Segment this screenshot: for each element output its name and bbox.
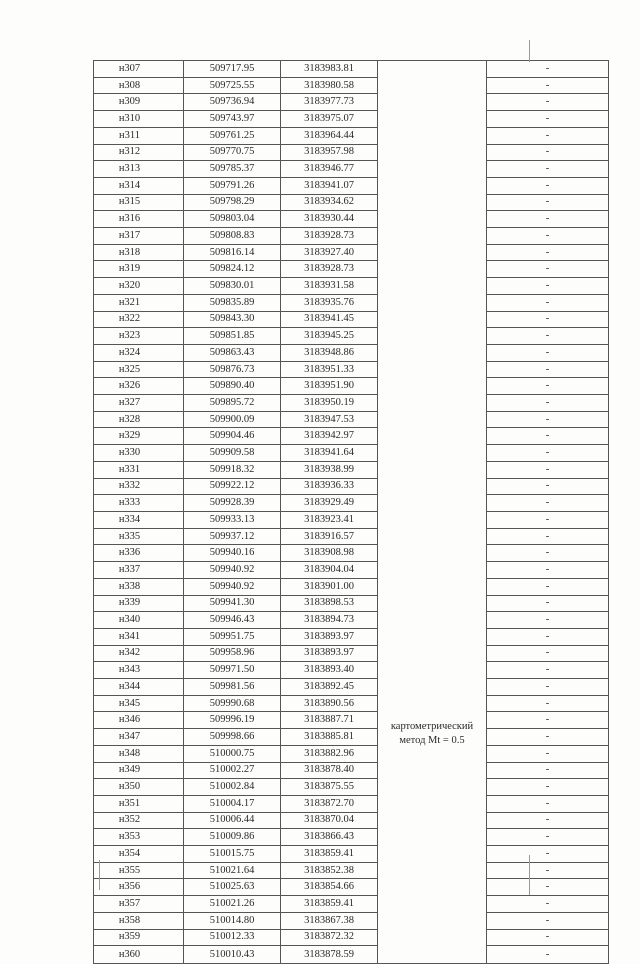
table-row: [94, 729, 609, 746]
point-id-cell: н332: [94, 478, 184, 495]
table-row: [94, 762, 609, 779]
point-id-cell: н315: [94, 194, 184, 211]
x-coordinate-cell: 509951.75: [184, 628, 281, 645]
point-id-cell: н335: [94, 528, 184, 545]
table-row: [94, 545, 609, 562]
error-cell: -: [487, 361, 609, 378]
table-row: [94, 177, 609, 194]
point-id-cell: н351: [94, 795, 184, 812]
point-id-cell: н360: [94, 946, 184, 964]
x-coordinate-cell: 509940.92: [184, 578, 281, 595]
y-coordinate-cell: 3183898.53: [281, 595, 378, 612]
point-id-cell: н344: [94, 679, 184, 696]
point-id-cell: н343: [94, 662, 184, 679]
x-coordinate-cell: 510000.75: [184, 745, 281, 762]
error-cell: -: [487, 344, 609, 361]
point-id-cell: н334: [94, 511, 184, 528]
point-id-cell: н328: [94, 411, 184, 428]
y-coordinate-cell: 3183935.76: [281, 294, 378, 311]
y-coordinate-cell: 3183931.58: [281, 278, 378, 295]
error-cell: -: [487, 177, 609, 194]
error-cell: -: [487, 595, 609, 612]
x-coordinate-cell: 509928.39: [184, 495, 281, 512]
error-cell: -: [487, 679, 609, 696]
error-cell: -: [487, 161, 609, 178]
method-cell: [378, 61, 487, 964]
table-row: [94, 912, 609, 929]
table-row: [94, 328, 609, 345]
x-coordinate-cell: 509909.58: [184, 445, 281, 462]
table-row: [94, 94, 609, 111]
y-coordinate-cell: 3183893.97: [281, 645, 378, 662]
y-coordinate-cell: 3183957.98: [281, 144, 378, 161]
x-coordinate-cell: 509933.13: [184, 511, 281, 528]
y-coordinate-cell: 3183852.38: [281, 862, 378, 879]
table-row: [94, 61, 609, 78]
error-cell: -: [487, 228, 609, 245]
y-coordinate-cell: 3183904.04: [281, 562, 378, 579]
error-cell: -: [487, 395, 609, 412]
table-row: [94, 612, 609, 629]
y-coordinate-cell: 3183947.53: [281, 411, 378, 428]
y-coordinate-cell: 3183859.41: [281, 846, 378, 863]
error-cell: -: [487, 562, 609, 579]
error-cell: -: [487, 896, 609, 913]
error-cell: -: [487, 528, 609, 545]
y-coordinate-cell: 3183923.41: [281, 511, 378, 528]
y-coordinate-cell: 3183938.99: [281, 461, 378, 478]
y-coordinate-cell: 3183875.55: [281, 779, 378, 796]
x-coordinate-cell: 509717.95: [184, 61, 281, 78]
point-id-cell: н317: [94, 228, 184, 245]
error-cell: -: [487, 478, 609, 495]
point-id-cell: н357: [94, 896, 184, 913]
table-row: [94, 244, 609, 261]
point-id-cell: н333: [94, 495, 184, 512]
point-id-cell: н326: [94, 378, 184, 395]
y-coordinate-cell: 3183854.66: [281, 879, 378, 896]
y-coordinate-cell: 3183929.49: [281, 495, 378, 512]
x-coordinate-cell: 510021.26: [184, 896, 281, 913]
x-coordinate-cell: 509863.43: [184, 344, 281, 361]
y-coordinate-cell: 3183908.98: [281, 545, 378, 562]
x-coordinate-cell: 509785.37: [184, 161, 281, 178]
point-id-cell: н323: [94, 328, 184, 345]
x-coordinate-cell: 510009.86: [184, 829, 281, 846]
x-coordinate-cell: 509798.29: [184, 194, 281, 211]
table-row: [94, 294, 609, 311]
point-id-cell: н352: [94, 812, 184, 829]
point-id-cell: н337: [94, 562, 184, 579]
scan-line: [529, 40, 530, 62]
y-coordinate-cell: 3183872.70: [281, 795, 378, 812]
x-coordinate-cell: 509922.12: [184, 478, 281, 495]
table-row: [94, 378, 609, 395]
table-row: [94, 228, 609, 245]
table-row: [94, 478, 609, 495]
error-cell: -: [487, 511, 609, 528]
table-row: [94, 578, 609, 595]
x-coordinate-cell: 509895.72: [184, 395, 281, 412]
y-coordinate-cell: 3183964.44: [281, 127, 378, 144]
x-coordinate-cell: 509843.30: [184, 311, 281, 328]
x-coordinate-cell: 509824.12: [184, 261, 281, 278]
x-coordinate-cell: 509761.25: [184, 127, 281, 144]
y-coordinate-cell: 3183928.73: [281, 228, 378, 245]
point-id-cell: н320: [94, 278, 184, 295]
x-coordinate-cell: 509904.46: [184, 428, 281, 445]
table-row: [94, 194, 609, 211]
x-coordinate-cell: 509890.40: [184, 378, 281, 395]
x-coordinate-cell: 509808.83: [184, 228, 281, 245]
table-row: [94, 745, 609, 762]
error-cell: -: [487, 912, 609, 929]
point-id-cell: н307: [94, 61, 184, 78]
point-id-cell: н321: [94, 294, 184, 311]
point-id-cell: н310: [94, 111, 184, 128]
point-id-cell: н356: [94, 879, 184, 896]
y-coordinate-cell: 3183936.33: [281, 478, 378, 495]
x-coordinate-cell: 509918.32: [184, 461, 281, 478]
table-row: [94, 946, 609, 964]
error-cell: -: [487, 294, 609, 311]
error-cell: -: [487, 929, 609, 946]
table-row: [94, 111, 609, 128]
table-row: [94, 127, 609, 144]
y-coordinate-cell: 3183975.07: [281, 111, 378, 128]
x-coordinate-cell: 509958.96: [184, 645, 281, 662]
error-cell: -: [487, 244, 609, 261]
table-row: [94, 495, 609, 512]
x-coordinate-cell: 509971.50: [184, 662, 281, 679]
x-coordinate-cell: 510012.33: [184, 929, 281, 946]
error-cell: -: [487, 144, 609, 161]
point-id-cell: н314: [94, 177, 184, 194]
error-cell: -: [487, 578, 609, 595]
x-coordinate-cell: 509940.92: [184, 562, 281, 579]
table-row: [94, 695, 609, 712]
x-coordinate-cell: 509835.89: [184, 294, 281, 311]
x-coordinate-cell: 509791.26: [184, 177, 281, 194]
table-row: [94, 812, 609, 829]
table-row: [94, 662, 609, 679]
table-row: [94, 528, 609, 545]
point-id-cell: н346: [94, 712, 184, 729]
table-row: [94, 712, 609, 729]
y-coordinate-cell: 3183878.59: [281, 946, 378, 964]
point-id-cell: н331: [94, 461, 184, 478]
error-cell: -: [487, 328, 609, 345]
point-id-cell: н322: [94, 311, 184, 328]
y-coordinate-cell: 3183977.73: [281, 94, 378, 111]
y-coordinate-cell: 3183892.45: [281, 679, 378, 696]
x-coordinate-cell: 509851.85: [184, 328, 281, 345]
table-row: [94, 929, 609, 946]
error-cell: -: [487, 612, 609, 629]
y-coordinate-cell: 3183916.57: [281, 528, 378, 545]
table-row: [94, 679, 609, 696]
error-cell: -: [487, 712, 609, 729]
table-row: [94, 511, 609, 528]
point-id-cell: н358: [94, 912, 184, 929]
error-cell: -: [487, 729, 609, 746]
x-coordinate-cell: 509743.97: [184, 111, 281, 128]
scan-line: [99, 860, 100, 890]
table-row: [94, 896, 609, 913]
point-id-cell: н349: [94, 762, 184, 779]
point-id-cell: н318: [94, 244, 184, 261]
x-coordinate-cell: 509736.94: [184, 94, 281, 111]
y-coordinate-cell: 3183980.58: [281, 77, 378, 94]
y-coordinate-cell: 3183950.19: [281, 395, 378, 412]
point-id-cell: н311: [94, 127, 184, 144]
y-coordinate-cell: 3183893.40: [281, 662, 378, 679]
point-id-cell: н316: [94, 211, 184, 228]
y-coordinate-cell: 3183941.07: [281, 177, 378, 194]
table-row: [94, 879, 609, 896]
point-id-cell: н325: [94, 361, 184, 378]
error-cell: -: [487, 829, 609, 846]
error-cell: -: [487, 461, 609, 478]
coordinates-table: [93, 60, 609, 964]
table-row: [94, 77, 609, 94]
scan-line: [529, 855, 530, 895]
x-coordinate-cell: 510004.17: [184, 795, 281, 812]
error-cell: -: [487, 946, 609, 964]
y-coordinate-cell: 3183948.86: [281, 344, 378, 361]
y-coordinate-cell: 3183870.04: [281, 812, 378, 829]
error-cell: -: [487, 111, 609, 128]
y-coordinate-cell: 3183882.96: [281, 745, 378, 762]
y-coordinate-cell: 3183872.32: [281, 929, 378, 946]
point-id-cell: н336: [94, 545, 184, 562]
error-cell: -: [487, 428, 609, 445]
table-row: [94, 829, 609, 846]
x-coordinate-cell: 509816.14: [184, 244, 281, 261]
table-row: [94, 862, 609, 879]
point-id-cell: н309: [94, 94, 184, 111]
error-cell: -: [487, 779, 609, 796]
error-cell: -: [487, 745, 609, 762]
y-coordinate-cell: 3183927.40: [281, 244, 378, 261]
table-row: [94, 395, 609, 412]
point-id-cell: н353: [94, 829, 184, 846]
x-coordinate-cell: 509803.04: [184, 211, 281, 228]
y-coordinate-cell: 3183885.81: [281, 729, 378, 746]
point-id-cell: н319: [94, 261, 184, 278]
error-cell: -: [487, 378, 609, 395]
point-id-cell: н355: [94, 862, 184, 879]
table-row: [94, 144, 609, 161]
point-id-cell: н313: [94, 161, 184, 178]
x-coordinate-cell: 509830.01: [184, 278, 281, 295]
point-id-cell: н350: [94, 779, 184, 796]
y-coordinate-cell: 3183934.62: [281, 194, 378, 211]
point-id-cell: н354: [94, 846, 184, 863]
y-coordinate-cell: 3183946.77: [281, 161, 378, 178]
error-cell: -: [487, 795, 609, 812]
error-cell: -: [487, 278, 609, 295]
error-cell: -: [487, 662, 609, 679]
table-row: [94, 562, 609, 579]
error-cell: -: [487, 445, 609, 462]
y-coordinate-cell: 3183945.25: [281, 328, 378, 345]
error-cell: -: [487, 411, 609, 428]
x-coordinate-cell: 509937.12: [184, 528, 281, 545]
y-coordinate-cell: 3183859.41: [281, 896, 378, 913]
x-coordinate-cell: 509946.43: [184, 612, 281, 629]
error-cell: -: [487, 695, 609, 712]
y-coordinate-cell: 3183901.00: [281, 578, 378, 595]
point-id-cell: н359: [94, 929, 184, 946]
y-coordinate-cell: 3183887.71: [281, 712, 378, 729]
point-id-cell: н341: [94, 628, 184, 645]
x-coordinate-cell: 509770.75: [184, 144, 281, 161]
table-row: [94, 428, 609, 445]
point-id-cell: н312: [94, 144, 184, 161]
y-coordinate-cell: 3183941.45: [281, 311, 378, 328]
method-label-line2: метод Mt = 0.5: [399, 734, 465, 746]
point-id-cell: н324: [94, 344, 184, 361]
table-row: [94, 645, 609, 662]
error-cell: -: [487, 211, 609, 228]
error-cell: -: [487, 846, 609, 863]
y-coordinate-cell: 3183878.40: [281, 762, 378, 779]
point-id-cell: н327: [94, 395, 184, 412]
point-id-cell: н329: [94, 428, 184, 445]
y-coordinate-cell: 3183867.38: [281, 912, 378, 929]
table-row: [94, 344, 609, 361]
table-row: [94, 779, 609, 796]
table-row: [94, 211, 609, 228]
table-row: [94, 795, 609, 812]
y-coordinate-cell: 3183894.73: [281, 612, 378, 629]
x-coordinate-cell: 510002.84: [184, 779, 281, 796]
error-cell: -: [487, 261, 609, 278]
x-coordinate-cell: 509725.55: [184, 77, 281, 94]
point-id-cell: н308: [94, 77, 184, 94]
error-cell: -: [487, 495, 609, 512]
error-cell: -: [487, 628, 609, 645]
error-cell: -: [487, 762, 609, 779]
table-row: [94, 595, 609, 612]
y-coordinate-cell: 3183951.90: [281, 378, 378, 395]
y-coordinate-cell: 3183890.56: [281, 695, 378, 712]
y-coordinate-cell: 3183951.33: [281, 361, 378, 378]
x-coordinate-cell: 509940.16: [184, 545, 281, 562]
x-coordinate-cell: 509996.19: [184, 712, 281, 729]
point-id-cell: н339: [94, 595, 184, 612]
error-cell: -: [487, 194, 609, 211]
x-coordinate-cell: 510025.63: [184, 879, 281, 896]
x-coordinate-cell: 509981.56: [184, 679, 281, 696]
error-cell: -: [487, 77, 609, 94]
table-row: [94, 628, 609, 645]
x-coordinate-cell: 510015.75: [184, 846, 281, 863]
coordinates-table-body: [94, 61, 609, 964]
error-cell: -: [487, 61, 609, 78]
point-id-cell: н340: [94, 612, 184, 629]
table-row: [94, 445, 609, 462]
x-coordinate-cell: 510014.80: [184, 912, 281, 929]
table-row: [94, 846, 609, 863]
y-coordinate-cell: 3183928.73: [281, 261, 378, 278]
error-cell: -: [487, 645, 609, 662]
method-label-line1: картометрический: [390, 720, 474, 732]
y-coordinate-cell: 3183893.97: [281, 628, 378, 645]
y-coordinate-cell: 3183983.81: [281, 61, 378, 78]
error-cell: -: [487, 812, 609, 829]
table-row: [94, 278, 609, 295]
x-coordinate-cell: 509998.66: [184, 729, 281, 746]
x-coordinate-cell: 509876.73: [184, 361, 281, 378]
error-cell: -: [487, 127, 609, 144]
point-id-cell: н348: [94, 745, 184, 762]
point-id-cell: н338: [94, 578, 184, 595]
table-row: [94, 411, 609, 428]
point-id-cell: н345: [94, 695, 184, 712]
x-coordinate-cell: 510010.43: [184, 946, 281, 964]
x-coordinate-cell: 509900.09: [184, 411, 281, 428]
table-row: [94, 361, 609, 378]
x-coordinate-cell: 509941.30: [184, 595, 281, 612]
table-row: [94, 261, 609, 278]
y-coordinate-cell: 3183866.43: [281, 829, 378, 846]
error-cell: -: [487, 862, 609, 879]
point-id-cell: н342: [94, 645, 184, 662]
table-row: [94, 161, 609, 178]
y-coordinate-cell: 3183941.64: [281, 445, 378, 462]
error-cell: -: [487, 545, 609, 562]
error-cell: -: [487, 311, 609, 328]
x-coordinate-cell: 509990.68: [184, 695, 281, 712]
y-coordinate-cell: 3183942.97: [281, 428, 378, 445]
point-id-cell: н330: [94, 445, 184, 462]
error-cell: -: [487, 94, 609, 111]
table-row: [94, 311, 609, 328]
x-coordinate-cell: 510006.44: [184, 812, 281, 829]
point-id-cell: н347: [94, 729, 184, 746]
y-coordinate-cell: 3183930.44: [281, 211, 378, 228]
table-row: [94, 461, 609, 478]
x-coordinate-cell: 510021.64: [184, 862, 281, 879]
error-cell: -: [487, 879, 609, 896]
x-coordinate-cell: 510002.27: [184, 762, 281, 779]
